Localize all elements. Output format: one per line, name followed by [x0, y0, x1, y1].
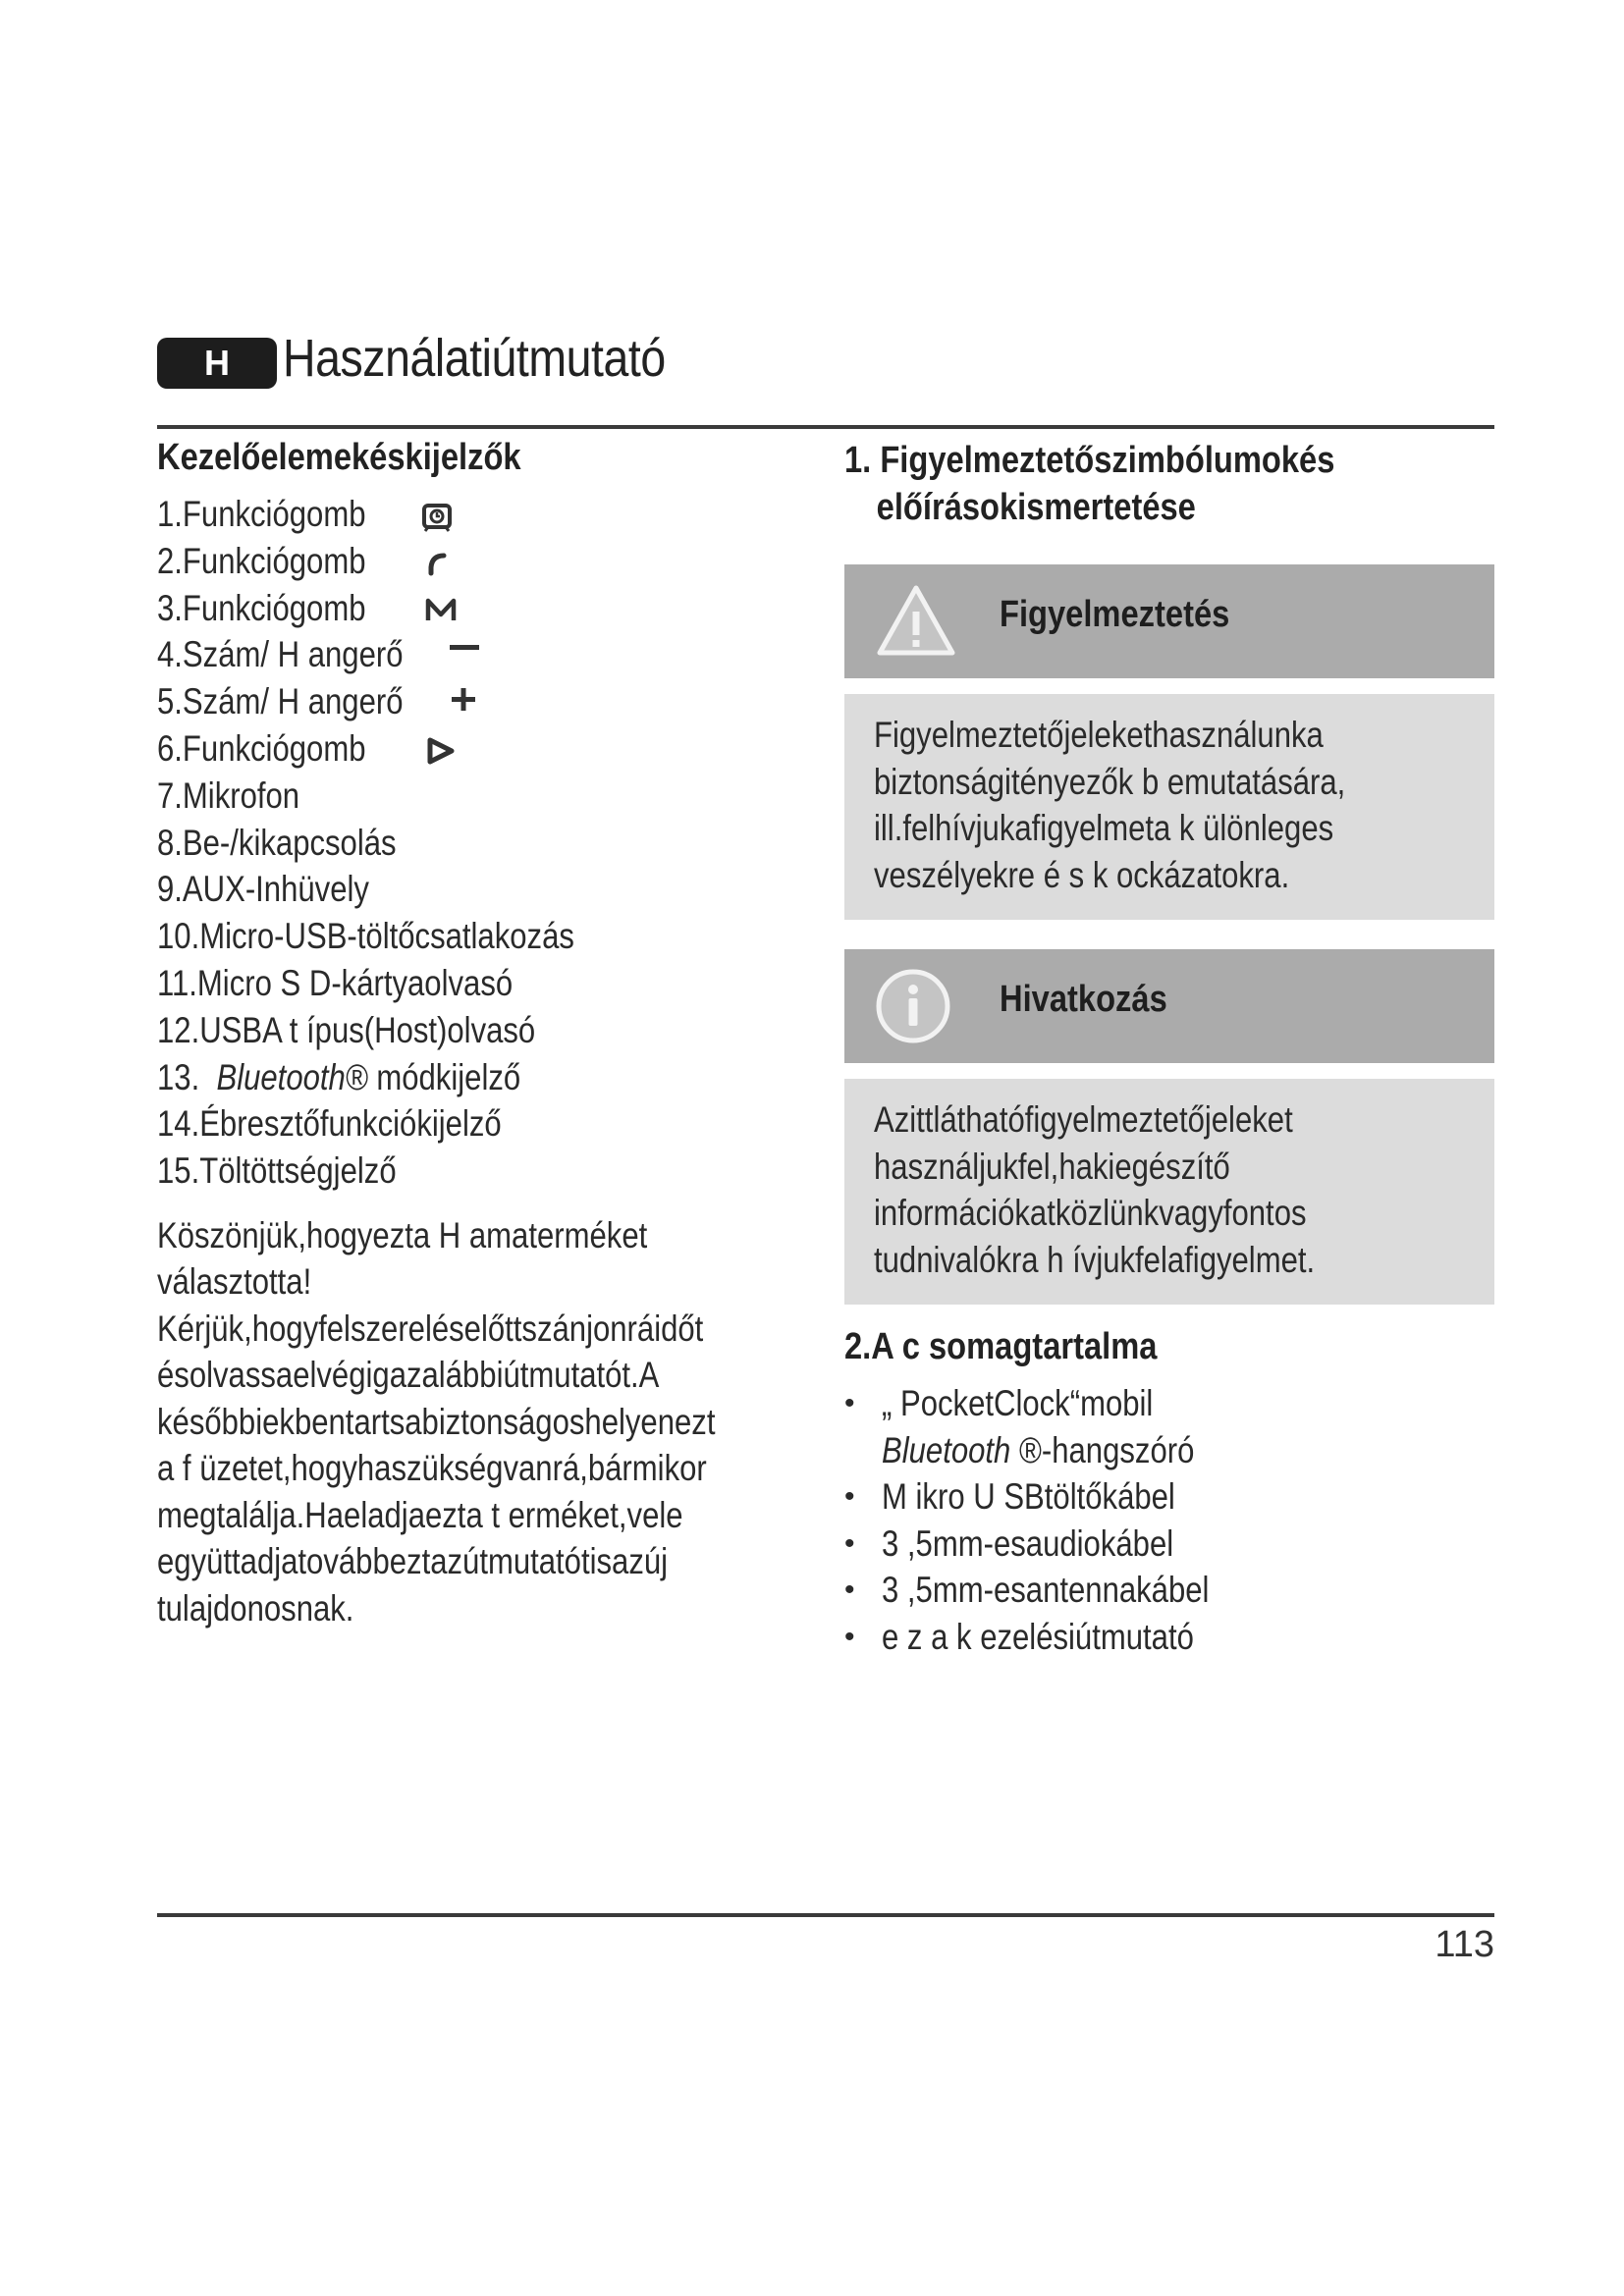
control-item-12: 12.USBA t ípus(Host)olvasó	[157, 1009, 536, 1050]
warning-line: Figyelmeztetőjelekethasználunka	[874, 715, 1324, 755]
control-item-1: 1.Funkciógomb	[157, 491, 766, 538]
note-line: tudnivalókra h ívjukfelafigyelmet.	[874, 1239, 1316, 1280]
control-item-13	[157, 1054, 766, 1101]
control-item-15: 15.Töltöttségjelző	[157, 1150, 397, 1192]
note-header	[844, 949, 1494, 1063]
intro-line: választotta!	[157, 1261, 312, 1303]
alarm-clock-icon	[420, 499, 454, 532]
intro-line: együttadjatovábbeztazútmutatótisazúj	[157, 1541, 669, 1582]
intro-text	[157, 1212, 766, 1632]
intro-line: ésolvassaelvégigazalábbiútmutatót.A	[157, 1355, 660, 1396]
control-item-8: 8.Be-/kikapcsolás	[157, 822, 397, 863]
control-item-4: 4.Szám/ H angerő	[157, 631, 766, 678]
right-column	[844, 437, 1494, 1660]
info-icon	[874, 967, 958, 1045]
control-13-number: 13.	[157, 1056, 200, 1097]
intro-line: a f üzetet,hogyhaszükségvanrá,bármikor	[157, 1448, 707, 1489]
m-icon	[424, 593, 458, 626]
language-badge: H	[157, 338, 277, 389]
note-line: információkatközlünkvagyfontos	[874, 1193, 1307, 1233]
bluetooth-text: Bluetooth®	[216, 1056, 368, 1097]
section-2-title: 2.A c somagtartalma	[844, 1326, 1158, 1367]
warning-line: biztonságitényezők b emutatására,	[874, 761, 1346, 802]
warning-label: Figyelmeztetés	[1000, 594, 1230, 635]
plus-icon	[448, 686, 481, 720]
controls-list	[157, 491, 766, 1195]
note-line: használjukfel,hakiegészítő	[874, 1146, 1230, 1187]
arc-icon	[420, 546, 454, 579]
intro-line: megtalálja.Haeladjaezta t erméket,vele	[157, 1494, 683, 1535]
package-item: • M ikro U SBtöltőkábel	[844, 1473, 1494, 1521]
warning-body	[844, 694, 1494, 920]
minus-icon	[448, 639, 481, 672]
page-header	[157, 329, 1494, 400]
control-item-3: 3.Funkciógomb	[157, 585, 766, 632]
control-item-5: 5.Szám/ H angerő	[157, 678, 766, 725]
package-contents-list	[844, 1380, 1494, 1660]
note-body	[844, 1079, 1494, 1305]
document-title: Használatiútmutató	[283, 329, 666, 388]
intro-line: Kérjük,hogyfelszereléselőttszánjonráidőt	[157, 1308, 704, 1349]
intro-line: tulajdonosnak.	[157, 1587, 354, 1629]
intro-line: Köszönjük,hogyezta H amaterméket	[157, 1214, 648, 1255]
control-item-9: 9.AUX-Inhüvely	[157, 869, 369, 910]
warning-triangle-icon	[874, 582, 958, 661]
control-item-10: 10.Micro-USB-töltőcsatlakozás	[157, 916, 574, 957]
play-icon	[424, 733, 458, 767]
intro-line: későbbiekbentartsabiztonságoshelyenezt	[157, 1401, 716, 1442]
control-13-suffix: módkijelző	[367, 1056, 521, 1097]
footer-divider	[157, 1913, 1494, 1917]
package-item: • 3 ,5mm-esaudiokábel	[844, 1521, 1494, 1568]
control-item-11: 11.Micro S D-kártyaolvasó	[157, 962, 514, 1003]
control-item-14: 14.Ébresztőfunkciókijelző	[157, 1103, 502, 1145]
warning-line: veszélyekre é s k ockázatokra.	[874, 854, 1290, 895]
header-divider	[157, 425, 1494, 429]
package-item: • e z a k ezelésiútmutató	[844, 1614, 1494, 1661]
control-item-7: 7.Mikrofon	[157, 774, 300, 816]
note-label: Hivatkozás	[1000, 979, 1167, 1020]
control-item-2: 2.Funkciógomb	[157, 538, 766, 585]
note-line: Azittláthatófigyelmeztetőjeleket	[874, 1099, 1293, 1140]
control-item-6: 6.Funkciógomb	[157, 725, 766, 773]
bluetooth-text: Bluetooth	[882, 1429, 1011, 1470]
package-item: • 3 ,5mm-esantennakábel	[844, 1567, 1494, 1614]
page-number: 113	[1435, 1924, 1494, 1965]
warning-header	[844, 564, 1494, 678]
warning-line: ill.felhívjukafigyelmeta k ülönleges	[874, 808, 1334, 848]
package-item: • „ PocketClock“mobil Bluetooth ®-hangszóró	[844, 1380, 1494, 1473]
left-column	[157, 437, 766, 1631]
section-1-title: 1. Figyelmeztetőszimbólumokés előírásokismertetése	[844, 440, 1335, 528]
controls-title: Kezelőelemekéskijelzők	[157, 437, 521, 478]
